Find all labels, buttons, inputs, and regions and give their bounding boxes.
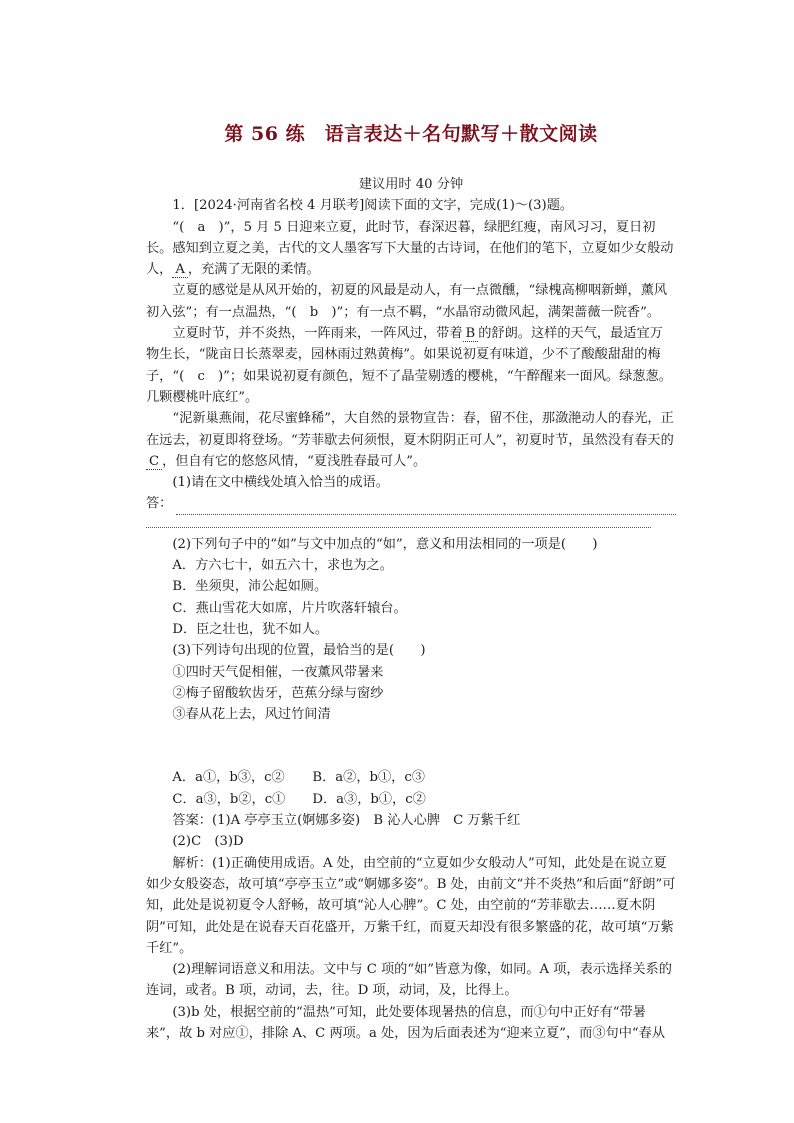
q2-option-d: D．臣之壮也，犹不如人。 [172,621,329,637]
blank-b: B [463,326,479,342]
answer-line-1: 答案：(1)A 亭亭玉立(婀娜多姿) B 沁人心脾 C 万紫千红 [172,813,521,829]
passage-text: “( a )”，5 月 5 日迎来立夏，此时节，春深迟暮，绿肥红瘦，南风习习，夏日初长。感知到立夏之美，古代的文人墨客写下大量的古诗词，在他们的笔下，立夏如少女般动人， [146,219,674,278]
q1-answer-line [146,493,676,514]
spacer [146,725,676,767]
passage-paragraph-4 [146,408,676,472]
q3-option-a: A．a①，b③，c② [172,770,285,786]
passage-paragraph-2: 立夏的感觉是从风开始的，初夏的风最是动人，有一点微醺，“绿槐高柳咽新蝉，薰风初入弦”；有一点温热，“( b )”；有一点不羁，“水晶帘动微风起，满架蔷薇一院香”。 [146,283,668,320]
q2-option-b: B．坐须臾，沛公起如厕。 [172,579,328,595]
question-header: 1．[2024·河南省名校 4 月联考]阅读下面的文字，完成(1)～(3)题。 [172,198,574,214]
passage-paragraph-1 [146,217,676,281]
q2-option-c: C．燕山雪花大如席，片片吹落轩辕台。 [172,600,407,616]
q2-stem: (2)下列句子中的“如”与文中加点的“如”，意义和用法相同的一项是( ) [172,536,598,552]
passage-text: 立夏时节，并不炎热，一阵雨来，一阵风过，带着 [172,326,463,342]
q3-option-c: C．a③，b②，c① [172,791,286,807]
q3-line-2: ②梅子留酸软齿牙，芭蕉分绿与窗纱 [172,685,384,701]
q3-options-row-2 [146,789,676,810]
passage-text: ，充满了无限的柔情。 [187,262,320,278]
time-suggestion: 建议用时 40 分钟 [358,177,464,192]
q3-line-3: ③春从花上去，风过竹间清 [172,707,331,723]
answer-dotted-line [176,500,676,515]
passage-paragraph-3 [146,323,676,408]
page-title: 第 56 练 语言表达＋名句默写＋散文阅读 [224,123,598,145]
analysis-paragraph-2: (2)理解词语意义和用法。文中与 C 项的“如”皆意为像，如同。A 项，表示选择关系的连词，或者。B 项，动词，去，往。D 项，动词，及，比得上。 [146,962,672,999]
answer-dotted-line-2 [146,515,651,528]
blank-a: A [172,262,188,278]
q3-options-row-1 [146,767,676,788]
q3-option-b: B．a②，b①，c③ [312,770,425,786]
document-body [146,122,676,1044]
q2-option-a: A．方六七十，如五六十，求也为之。 [172,558,393,574]
answer-line-2: (2)C (3)D [172,834,244,850]
passage-text: “泥新巢燕闹，花尽蜜蜂稀”，大自然的景物宣告：春，留不住，那潋滟动人的春光，正在远去，初夏即将登场。“芳菲歇去何须恨，夏木阴阴正可人”，初夏时节，虽然没有春天的 [146,411,674,448]
answer-label: 答： [146,496,173,512]
passage-text: ，但自有它的悠悠风情，“夏浅胜春最可人”。 [162,453,427,469]
q3-stem: (3)下列诗句出现的位置，最恰当的是( ) [172,643,426,659]
analysis-paragraph-1: 解析：(1)正确使用成语。A 处，由空前的“立夏如少女般动人”可知，此处是在说立夏如少女般姿态，故可填“亭亭玉立”或“婀娜多姿”。B 处，由前文“并不炎热”和后面“舒朗”可知，此处是说初夏令人舒畅，故可填“沁人心脾”。C 处，由空前的“芳菲歇去……夏木阴阴”可知，此处是在说春天百花盛开，万紫千红，而夏天却没有很多繁盛的花，故可填“万紫千红”。 [146,855,676,956]
q3-option-d: D．a③，b①，c② [312,791,426,807]
q1-stem: (1)请在文中横线处填入恰当的成语。 [172,475,389,491]
q3-line-1: ①四时天气促相催，一夜薰风带暑来 [172,664,384,680]
passage-text: 的舒朗。这样的天气，最适宜万物生长，“陇亩日长蒸翠麦，园林雨过熟黄梅”。如果说初夏有味道，少不了酸酸甜甜的梅子，“( c )”；如果说初夏有颜色，短不了晶莹剔透的樱桃，“午醉醒来一面风。绿葱葱。几颗樱桃叶底红”。 [146,326,672,405]
blank-c: C [146,454,162,470]
analysis-paragraph-3: (3)b 处，根据空前的“温热”可知，此处要体现暑热的信息，而①句中正好有“带暑来”，故 b 对应①，排除 A、C 两项。a 处，因为后面表述为“迎来立夏”，而③句中“春从 [146,1004,666,1041]
